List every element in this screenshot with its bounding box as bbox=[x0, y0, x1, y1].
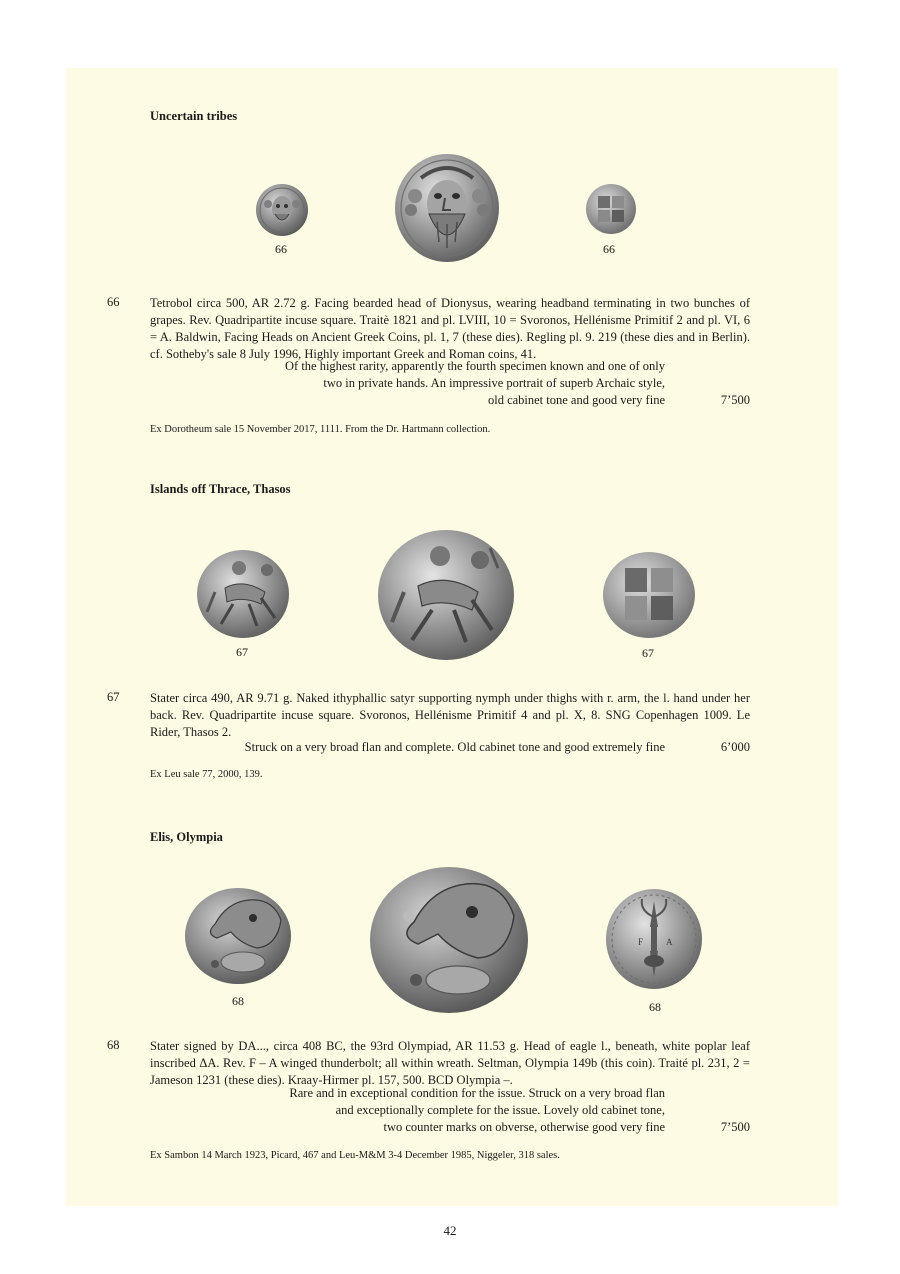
lot-number: 66 bbox=[107, 295, 120, 309]
section-title: Islands off Thrace, Thasos bbox=[150, 482, 291, 496]
lot-description: Stater circa 490, AR 9.71 g. Naked ithyphallic satyr supporting nymph under thighs with r. arm, the l. hand under her back. Rev. Quadripartite incuse square. Svoronos, Hellénisme Primitif 4 and pl. X, 8. SNG Copenhagen 1009. Le Rider, Thasos 2. bbox=[150, 691, 750, 739]
coin-68-obverse-enlarged-image bbox=[368, 864, 530, 1016]
coin-66-obverse-enlarged-image bbox=[393, 152, 501, 264]
coin-caption: 68 bbox=[649, 1000, 661, 1014]
reverse-legend-left: F bbox=[638, 937, 644, 947]
coin-67-obverse-enlarged-image bbox=[376, 528, 516, 662]
coin-66-obverse-small-image bbox=[254, 182, 310, 238]
reverse-legend-right: A bbox=[666, 937, 673, 947]
coin-caption: 66 bbox=[275, 242, 287, 256]
lot-description: Tetrobol circa 500, AR 2.72 g. Facing bearded head of Dionysus, wearing headband terminating in two bunches of grapes. Rev. Quadripartite incuse square. Traitè 1821 and pl. LVIII, 10 = Svoronos, Hellénisme Primitif 2 and pl. VI, 6 = A. Baldwin, Facing Heads on Ancient Greek Coins, pl. 1, 7 (these dies). Regling pl. 9. 219 (these dies and in Berlin). cf. Sotheby's sale 8 July 1996, Highly important Greek and Roman coins, 41. bbox=[150, 296, 750, 361]
coin-67-obverse-image bbox=[195, 548, 291, 640]
lot-remark-line: two in private hands. An impressive portrait of superb Archaic style, bbox=[323, 376, 665, 390]
lot-remark-line: and exceptionally complete for the issue. Lovely old cabinet tone, bbox=[335, 1103, 665, 1117]
section-title: Elis, Olympia bbox=[150, 830, 223, 844]
coin-68-obverse-image bbox=[183, 886, 293, 986]
coin-67-reverse-image bbox=[601, 550, 697, 640]
lot-remark-line: two counter marks on obverse, otherwise good very fine bbox=[383, 1120, 665, 1134]
coin-caption: 67 bbox=[236, 645, 248, 659]
lot-provenance: Ex Dorotheum sale 15 November 2017, 1111. From the Dr. Hartmann collection. bbox=[150, 424, 491, 435]
lot-price: 6’000 bbox=[720, 740, 750, 754]
lot-number: 67 bbox=[107, 690, 120, 704]
lot-remark-line: old cabinet tone and good very fine bbox=[487, 393, 665, 407]
coin-68-reverse-image bbox=[604, 887, 704, 991]
lot-description: Stater signed by DA..., circa 408 BC, the 93rd Olympiad, AR 11.53 g. Head of eagle l., beneath, white poplar leaf inscribed ΔA. Rev. F – A winged thunderbolt; all within wreath. Seltman, Olympia 149b (this coin). Traité pl. 231, 2 = Jameson 1231 (these dies). Kraay-Hirmer pl. 157, 500. BCD Olympia –. bbox=[150, 1039, 750, 1087]
coin-66-reverse-image bbox=[584, 182, 638, 236]
coin-caption: 68 bbox=[232, 994, 244, 1008]
lot-price: 7’500 bbox=[720, 1120, 750, 1134]
lot-provenance: Ex Sambon 14 March 1923, Picard, 467 and Leu-M&M 3-4 December 1985, Niggeler, 318 sales. bbox=[150, 1150, 560, 1161]
lot-provenance: Ex Leu sale 77, 2000, 139. bbox=[150, 769, 263, 780]
lot-price: 7’500 bbox=[720, 393, 750, 407]
lot-remark-line: Of the highest rarity, apparently the fourth specimen known and one of only bbox=[285, 359, 665, 373]
lot-remark-line: Struck on a very broad flan and complete. Old cabinet tone and good extremely fine bbox=[244, 740, 665, 754]
lot-remark-line: Rare and in exceptional condition for the issue. Struck on a very broad flan bbox=[289, 1086, 665, 1100]
lot-number: 68 bbox=[107, 1038, 120, 1052]
coin-caption: 67 bbox=[642, 646, 654, 660]
coin-caption: 66 bbox=[603, 242, 615, 256]
page-number: 42 bbox=[443, 1223, 457, 1238]
section-title: Uncertain tribes bbox=[150, 109, 238, 123]
